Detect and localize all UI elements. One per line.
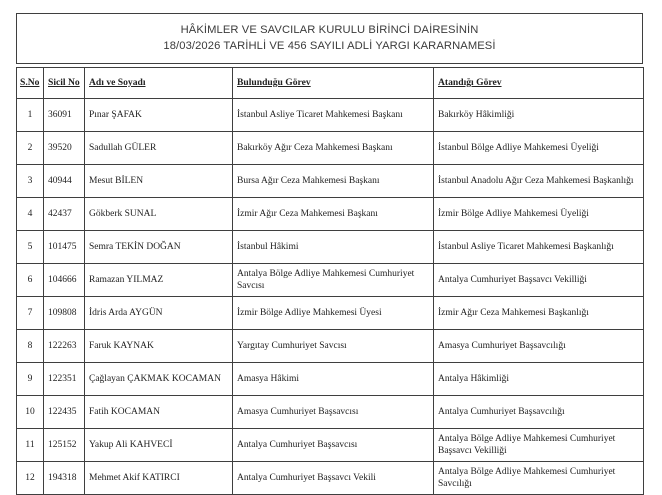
cell-name: Mesut BİLEN [85, 165, 233, 198]
table-row [17, 231, 644, 264]
cell-name: Çağlayan ÇAKMAK KOCAMAN [85, 363, 233, 396]
table-row [17, 132, 644, 165]
decree-title-line2: 18/03/2026 TARİHLİ VE 456 SAYILI ADLİ YARGI KARARNAMESİ [163, 40, 496, 52]
cell-sno: 4 [17, 198, 44, 231]
cell-sno: 11 [17, 429, 44, 462]
cell-sicil-no: 122435 [44, 396, 85, 429]
table-header-row [17, 68, 644, 99]
col-header-sicil-no: Sicil No [44, 68, 85, 99]
cell-name: Mehmet Akif KATIRCI [85, 462, 233, 495]
cell-name: Semra TEKİN DOĞAN [85, 231, 233, 264]
table-row [17, 165, 644, 198]
table-row [17, 330, 644, 363]
cell-sicil-no: 109808 [44, 297, 85, 330]
cell-sno: 1 [17, 99, 44, 132]
col-header-assigned-post: Atandığı Görev [434, 68, 644, 99]
cell-current-post: Bakırköy Ağır Ceza Mahkemesi Başkanı [233, 132, 434, 165]
cell-assigned-post: Amasya Cumhuriyet Başsavcılığı [434, 330, 644, 363]
table-row [17, 99, 644, 132]
cell-sicil-no: 122351 [44, 363, 85, 396]
cell-current-post: Amasya Hâkimi [233, 363, 434, 396]
cell-sicil-no: 36091 [44, 99, 85, 132]
cell-assigned-post: İzmir Bölge Adliye Mahkemesi Üyeliği [434, 198, 644, 231]
table-row [17, 462, 644, 495]
col-header-current-post: Bulunduğu Görev [233, 68, 434, 99]
cell-assigned-post: İzmir Ağır Ceza Mahkemesi Başkanlığı [434, 297, 644, 330]
cell-current-post: İzmir Ağır Ceza Mahkemesi Başkanı [233, 198, 434, 231]
cell-current-post: Amasya Cumhuriyet Başsavcısı [233, 396, 434, 429]
cell-current-post: İstanbul Asliye Ticaret Mahkemesi Başkanı [233, 99, 434, 132]
cell-current-post: Antalya Cumhuriyet Başsavcısı [233, 429, 434, 462]
cell-sno: 10 [17, 396, 44, 429]
cell-assigned-post: Antalya Bölge Adliye Mahkemesi Cumhuriyet Savcılığı [434, 462, 644, 495]
cell-assigned-post: Antalya Cumhuriyet Başsavcılığı [434, 396, 644, 429]
col-header-sno: S.No [17, 68, 44, 99]
cell-current-post: Antalya Bölge Adliye Mahkemesi Cumhuriyet Savcısı [233, 264, 434, 297]
table-row [17, 429, 644, 462]
cell-name: Gökberk SUNAL [85, 198, 233, 231]
cell-name: Sadullah GÜLER [85, 132, 233, 165]
cell-assigned-post: İstanbul Anadolu Ağır Ceza Mahkemesi Başkanlığı [434, 165, 644, 198]
cell-assigned-post: Antalya Cumhuriyet Başsavcı Vekilliği [434, 264, 644, 297]
cell-current-post: İzmir Bölge Adliye Mahkemesi Üyesi [233, 297, 434, 330]
cell-sno: 3 [17, 165, 44, 198]
cell-sicil-no: 125152 [44, 429, 85, 462]
cell-sno: 5 [17, 231, 44, 264]
table-row [17, 396, 644, 429]
decree-title-box [16, 13, 643, 64]
cell-name: Faruk KAYNAK [85, 330, 233, 363]
decree-title-line1: HÂKİMLER VE SAVCILAR KURULU BİRİNCİ DAİRESİNİN [180, 24, 479, 36]
cell-sno: 8 [17, 330, 44, 363]
cell-current-post: Bursa Ağır Ceza Mahkemesi Başkanı [233, 165, 434, 198]
cell-name: Ramazan YILMAZ [85, 264, 233, 297]
cell-assigned-post: Antalya Hâkimliği [434, 363, 644, 396]
cell-name: Fatih KOCAMAN [85, 396, 233, 429]
cell-sno: 6 [17, 264, 44, 297]
table-row [17, 264, 644, 297]
cell-name: İdris Arda AYGÜN [85, 297, 233, 330]
cell-sno: 7 [17, 297, 44, 330]
cell-name: Yakup Ali KAHVECİ [85, 429, 233, 462]
col-header-name: Adı ve Soyadı [85, 68, 233, 99]
cell-current-post: Yargıtay Cumhuriyet Savcısı [233, 330, 434, 363]
cell-assigned-post: İstanbul Asliye Ticaret Mahkemesi Başkanlığı [434, 231, 644, 264]
cell-sno: 9 [17, 363, 44, 396]
cell-sicil-no: 194318 [44, 462, 85, 495]
table-row [17, 297, 644, 330]
cell-sicil-no: 104666 [44, 264, 85, 297]
cell-assigned-post: Antalya Bölge Adliye Mahkemesi Cumhuriyet Başsavcı Vekilliği [434, 429, 644, 462]
cell-sno: 12 [17, 462, 44, 495]
table-row [17, 363, 644, 396]
cell-sicil-no: 101475 [44, 231, 85, 264]
cell-name: Pınar ŞAFAK [85, 99, 233, 132]
cell-assigned-post: Bakırköy Hâkimliği [434, 99, 644, 132]
table-row [17, 198, 644, 231]
cell-current-post: İstanbul Hâkimi [233, 231, 434, 264]
cell-sicil-no: 42437 [44, 198, 85, 231]
decree-table-body [17, 99, 644, 495]
cell-assigned-post: İstanbul Bölge Adliye Mahkemesi Üyeliği [434, 132, 644, 165]
cell-sicil-no: 122263 [44, 330, 85, 363]
decree-table [16, 67, 644, 495]
cell-sno: 2 [17, 132, 44, 165]
cell-sicil-no: 40944 [44, 165, 85, 198]
cell-sicil-no: 39520 [44, 132, 85, 165]
cell-current-post: Antalya Cumhuriyet Başsavcı Vekili [233, 462, 434, 495]
